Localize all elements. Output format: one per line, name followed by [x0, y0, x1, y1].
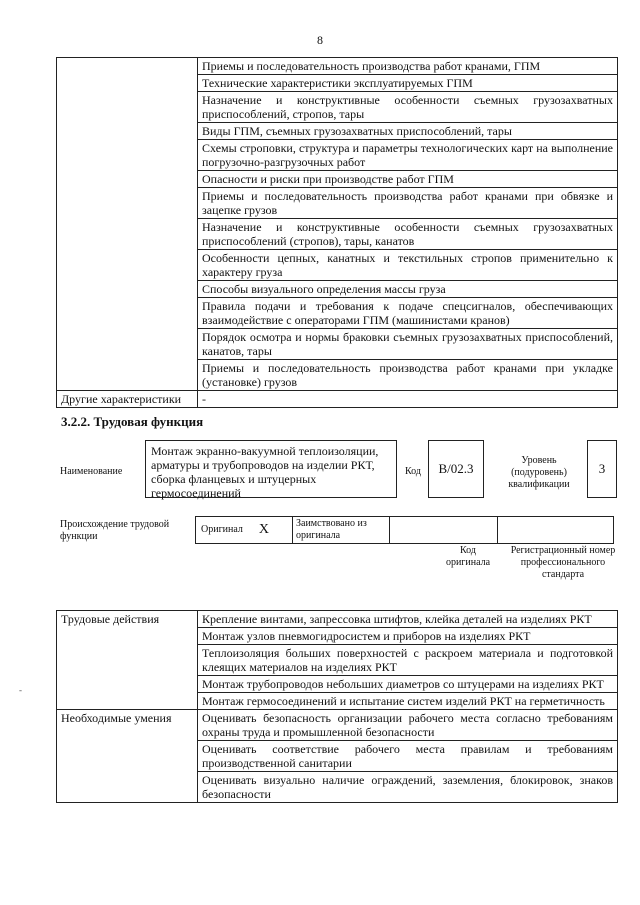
knowledge-item: Приемы и последовательность производства работ кранами при укладке (установке) грузов: [198, 360, 618, 391]
function-code: В/02.3: [428, 440, 484, 498]
knowledge-item: Схемы строповки, структура и параметры технологических карт на выполнение погрузочно-разгрузочных работ: [198, 140, 618, 171]
knowledge-item: Правила подачи и требования к подаче спецсигналов, обеспечивающих взаимодействие с операторами ГПМ (машинистами кранов): [198, 298, 618, 329]
original-label: Оригинал: [201, 524, 243, 535]
origin-row: [196, 516, 614, 544]
knowledge-item: Технические характеристики эксплуатируемых ГПМ: [198, 75, 618, 92]
table-row: [57, 58, 618, 75]
labor-action-item: Монтаж гермосоединений и испытание систем изделий РКТ на герметичность: [198, 693, 618, 710]
original-code-caption: Код оригинала: [445, 545, 491, 568]
knowledge-item: Опасности и риски при производстве работ ГПМ: [198, 171, 618, 188]
function-name: Монтаж экранно-вакуумной теплоизоляции, арматуры и трубопроводов на изделии РКТ, сборка фланцевых и штуцерных гермосоединений: [145, 440, 397, 498]
knowledge-item: Назначение и конструктивные особенности съемных грузозахватных приспособлений (стропов), тары, канатов: [198, 219, 618, 250]
registration-number-cell: [497, 516, 614, 544]
original-cell: [195, 516, 293, 544]
labor-action-item: Монтаж трубопроводов небольших диаметров со штуцерами на изделиях РКТ: [198, 676, 618, 693]
labor-actions-label: Трудовые действия: [57, 611, 198, 710]
knowledge-table: [56, 57, 618, 408]
skill-item: Оценивать визуально наличие ограждений, заземления, блокировок, знаков безопасности: [198, 772, 618, 803]
table-row: [57, 611, 618, 628]
section-heading: 3.2.2. Трудовая функция: [61, 414, 204, 429]
margin-mark: -: [19, 685, 22, 695]
labor-action-item: Теплоизоляция больших поверхностей с раскроем материала и подготовкой клеящих материалов на изделиях РКТ: [198, 645, 618, 676]
knowledge-item: Приемы и последовательность производства работ кранами, ГПМ: [198, 58, 618, 75]
required-skills-label: Необходимые умения: [57, 710, 198, 803]
name-label: Наименование: [60, 466, 123, 477]
knowledge-item: Способы визуального определения массы груза: [198, 281, 618, 298]
labor-action-item: Монтаж узлов пневмогидросистем и приборов на изделиях РКТ: [198, 628, 618, 645]
empty-label-cell: [57, 58, 198, 391]
knowledge-item: Приемы и последовательность производства работ кранами при обвязке и зацепке грузов: [198, 188, 618, 219]
borrowed-cell: Заимствовано из оригинала: [292, 516, 390, 544]
qualification-level-label: Уровень (подуровень) квалификации: [508, 455, 570, 490]
skill-item: Оценивать безопасность организации рабочего места согласно требованиям охраны труда и промышленной безопасности: [198, 710, 618, 741]
knowledge-item: Порядок осмотра и нормы браковки съемных грузозахватных приспособлений, канатов, тары: [198, 329, 618, 360]
other-characteristics-value: -: [198, 391, 618, 408]
code-label: Код: [405, 466, 421, 477]
registration-number-caption: Регистрационный номер профессионального стандарта: [510, 545, 616, 580]
function-details-table: [56, 610, 618, 803]
table-row: [57, 391, 618, 408]
page-number: 8: [317, 33, 323, 47]
knowledge-item: Виды ГПМ, съемных грузозахватных приспособлений, тары: [198, 123, 618, 140]
original-mark: X: [258, 522, 270, 537]
labor-action-item: Крепление винтами, запрессовка штифтов, клейка деталей на изделиях РКТ: [198, 611, 618, 628]
other-characteristics-label: Другие характеристики: [57, 391, 198, 408]
knowledge-item: Особенности цепных, канатных и текстильных стропов применительно к характеру груза: [198, 250, 618, 281]
qualification-level: 3: [587, 440, 617, 498]
table-row: [57, 710, 618, 741]
original-code-cell: [389, 516, 498, 544]
skill-item: Оценивать соответствие рабочего места правилам и требованиям производственной санитарии: [198, 741, 618, 772]
knowledge-item: Назначение и конструктивные особенности съемных грузозахватных приспособлений, стропов, тары: [198, 92, 618, 123]
origin-label: Происхождение трудовой функции: [60, 519, 170, 542]
